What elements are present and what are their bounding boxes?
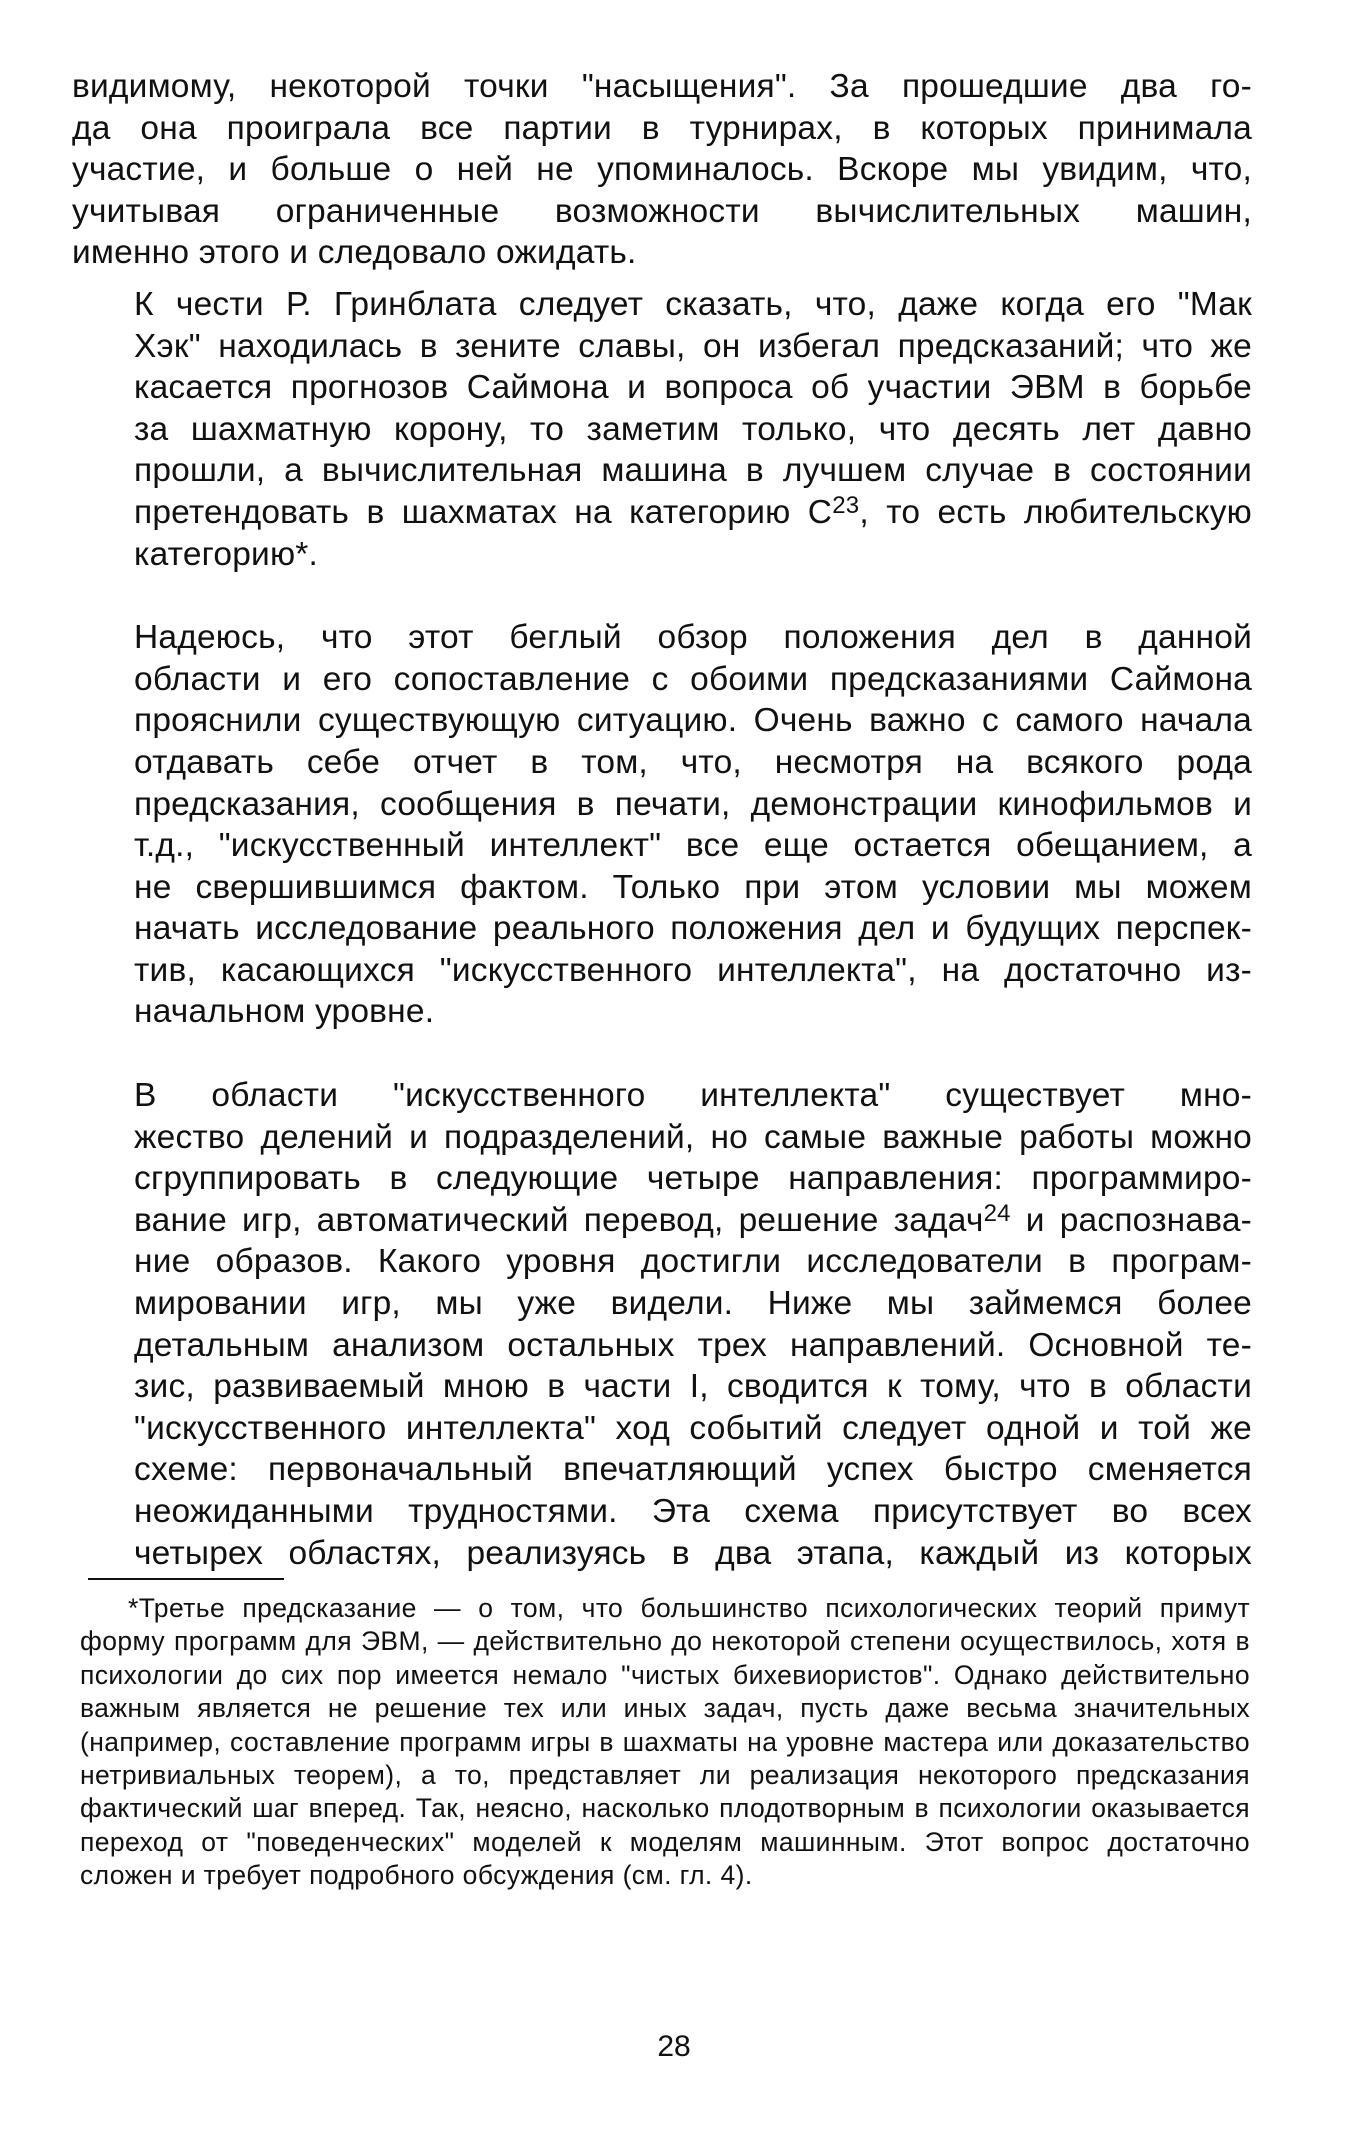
text-line: детальным анализом остальных трех направлений. Основной те- bbox=[134, 1326, 1252, 1364]
text-line: Хэк" находилась в зените славы, он избегал предсказаний; что же bbox=[134, 327, 1252, 365]
text-line: за шахматную корону, то заметим только, что десять лет давно bbox=[134, 410, 1252, 448]
text-line: неожиданными трудностями. Эта схема присутствует во всех bbox=[134, 1493, 1252, 1530]
paragraph-3 bbox=[72, 617, 1252, 1033]
text-line-with-superscript bbox=[72, 492, 1252, 534]
page-number: 28 bbox=[657, 2030, 691, 2063]
text-line: В области "искусственного интеллекта" существует мно- bbox=[134, 1077, 1252, 1115]
text-line: К чести Р. Гринблата следует сказать, что, даже когда его "Мак bbox=[134, 285, 1252, 323]
line-end: и распознава- bbox=[1010, 1201, 1253, 1239]
text-line: области и его сопоставление с обоими предсказаниями Саймона bbox=[134, 660, 1252, 698]
text-line: Надеюсь, что этот беглый обзор положения дел в данной bbox=[134, 619, 1252, 657]
text-line: предсказания, сообщения в печати, демонстрации кинофильмов и bbox=[134, 785, 1252, 823]
text-line: тив, касающихся "искусственного интеллекта", на достаточно из- bbox=[134, 951, 1252, 989]
text-line: жество делений и подразделений, но самые важные работы можно bbox=[134, 1118, 1252, 1156]
text-line: учитывая ограниченные возможности вычислительных машин, bbox=[72, 192, 1252, 230]
text-line: сгруппировать в следующие четыре направления: программиро- bbox=[134, 1160, 1252, 1198]
text-line: "искусственного интеллекта" ход событий следует одной и той же bbox=[134, 1409, 1252, 1447]
text-line: мировании игр, мы уже видели. Ниже мы займемся более bbox=[134, 1285, 1252, 1323]
line-start: вание игр, автоматический перевод, решение задач bbox=[134, 1201, 984, 1239]
text-line: ние образов. Какого уровня достигли исследователи в програм- bbox=[134, 1243, 1252, 1281]
text-line: зис, развиваемый мною в части I, сводится к тому, что в области bbox=[134, 1368, 1252, 1406]
text-line: да она проиграла все партии в турнирах, в которых принимала bbox=[72, 109, 1252, 147]
text-line: именно этого и следовало ожидать. bbox=[72, 234, 637, 272]
paragraph-1 bbox=[72, 66, 1252, 274]
text-line: категорию*. bbox=[134, 535, 319, 573]
line-start: претендовать в шахматах на категорию С bbox=[134, 493, 833, 531]
text-line: отдавать себе отчет в том, что, несмотря на всякого рода bbox=[134, 743, 1252, 781]
main-text bbox=[72, 66, 1252, 1574]
text-line: видимому, некоторой точки "насыщения". За прошедшие два го- bbox=[72, 68, 1252, 105]
text-line: т.д., "искусственный интеллект" все еще остается обещанием, а bbox=[134, 827, 1252, 865]
text-line: начальном уровне. bbox=[134, 993, 435, 1031]
text-line: начать исследование реального положения дел и будущих перспек- bbox=[134, 910, 1252, 948]
text-line: касается прогнозов Саймона и вопроса об участии ЭВМ в борьбе bbox=[134, 369, 1252, 407]
text-line: схеме: первоначальный впечатляющий успех быстро сменяется bbox=[134, 1451, 1252, 1489]
paragraph-2 bbox=[72, 284, 1252, 575]
text-line: прояснили существующую ситуацию. Очень важно с самого начала bbox=[134, 702, 1252, 740]
footnote-ref-24: 24 bbox=[983, 1199, 1011, 1227]
footnote: *Третье предсказание — о том, что большинство психологических теорий примут форму программ для ЭВМ, — действительно до некоторой степени осуществилось, хотя в психологии до сих пор имеется немало "чистых бихевиористов". Однако действительно важным является не решение тех или иных задач, пусть даже весьма значительных (например, составление программ игры в шахматы на уровне мастера или доказательство нетривиальных теорем), а то, представляет ли реализация некоторого предсказания фактический шаг вперед. Так, неясно, насколько плодотворным в психологии оказывается переход от "поведенческих" моделей к моделям машинным. Этот вопрос достаточно сложен и требует подробного обсуждения (см. гл. 4). bbox=[80, 1593, 1250, 1891]
text-line: участие, и больше о ней не упоминалось. Вскоре мы увидим, что, bbox=[72, 151, 1252, 189]
text-line: прошли, а вычислительная машина в лучшем случае в состоянии bbox=[134, 452, 1252, 490]
text-line-with-superscript bbox=[72, 1200, 1252, 1242]
footnote-ref-23: 23 bbox=[832, 491, 860, 519]
text-line: не свершившимся фактом. Только при этом условии мы можем bbox=[134, 868, 1252, 906]
footnote-divider bbox=[88, 1578, 284, 1580]
text-line: четырех областях, реализуясь в два этапа, каждый из которых bbox=[134, 1534, 1252, 1572]
paragraph-4 bbox=[72, 1075, 1252, 1574]
line-end: , то есть любительскую bbox=[859, 493, 1253, 531]
